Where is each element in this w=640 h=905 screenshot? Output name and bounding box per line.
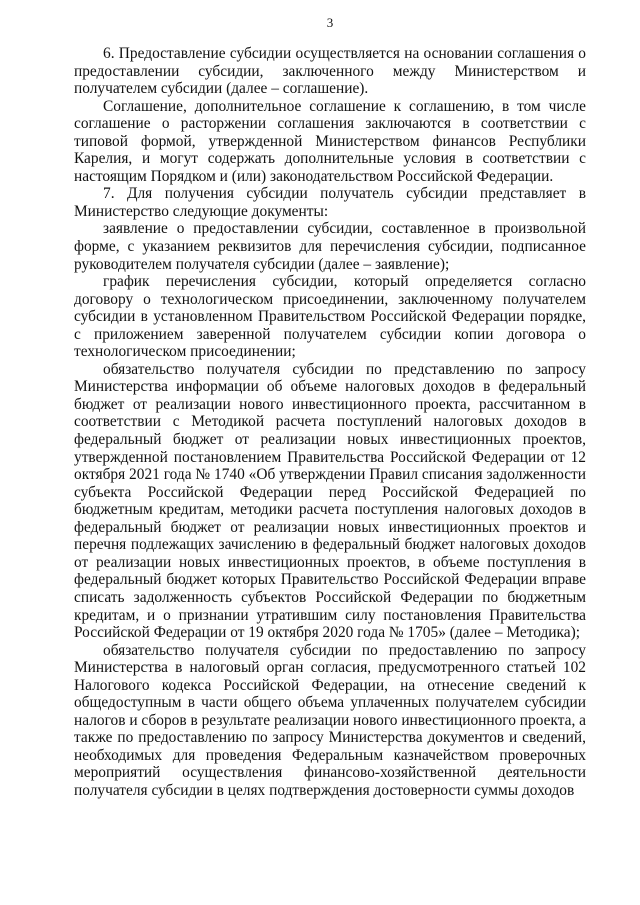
page-number: 3 (326, 15, 334, 30)
paragraph-application: заявление о предоставлении субсидии, составленное в произвольной форме, с указанием реквизитов для перечисления субсидии, подписанное руководителем получателя субсидии (далее – заявление); (74, 220, 586, 273)
paragraph-additional-agreement: Соглашение, дополнительное соглашение к соглашению, в том числе соглашение о расторжении соглашения заключаются в соответствии с типовой формой, утвержденной Министерством финансов Республики Карелия, и могут содержать дополнительные условия в соответствии с настоящим Порядком и (или) законодательством Российской Федерации. (74, 97, 586, 185)
paragraph-6-agreement: 6. Предоставление субсидии осуществляется на основании соглашения о предоставлении субсидии, заключенного между Министерством и получателем субсидии (далее – соглашение). (74, 45, 586, 98)
paragraph-transfer-schedule: график перечисления субсидии, который определяется согласно договору о технологическом присоединении, заключенному получателем субсидии в установленном Правительством Российской Федерации порядке, с приложением заверенной получателем субсидии копии договора о технологическом присоединении; (74, 273, 586, 361)
paragraph-tax-information-obligation: обязательство получателя субсидии по представлению по запросу Министерства информации об объеме налоговых доходов в федеральный бюджет от реализации нового инвестиционного проекта, рассчитанном в соответствии с Методикой расчета поступлений налоговых доходов в федеральный бюджет от реализации новых инвестиционных проектов, утвержденной постановлением Правительства Российской Федерации от 12 октября 2021 года № 1740 «Об утверждении Правил списания задолженности субъекта Российской Федерации перед Российской Федерацией по бюджетным кредитам, методики расчета поступления налоговых доходов в федеральный бюджет от реализации новых инвестиционных проектов и перечня подлежащих зачислению в федеральный бюджет налоговых доходов от реализации новых инвестиционных проектов, в объеме поступления в федеральный бюджет которых Правительство Российской Федерации вправе списать задолженность субъектов Российской Федерации по бюджетным кредитам, и о признании утратившим силу постановления Правительства Российской Федерации от 19 октября 2020 года № 1705» (далее – Методика); (74, 360, 586, 642)
paragraph-tax-consent-obligation: обязательство получателя субсидии по предоставлению по запросу Министерства в налоговый орган согласия, предусмотренного статьей 102 Налогового кодекса Российской Федерации, на отнесение сведений к общедоступным в части общего объема уплаченных получателем субсидии налогов и сборов в результате реализации нового инвестиционного проекта, а также по предоставлению по запросу Министерства документов и сведений, необходимых для проведения Федеральным казначейством проверочных мероприятий осуществления финансово-хозяйственной деятельности получателя субсидии в целях подтверждения достоверности суммы доходов (74, 641, 586, 799)
paragraph-7-documents: 7. Для получения субсидии получатель субсидии представляет в Министерство следующие документы: (74, 185, 586, 220)
